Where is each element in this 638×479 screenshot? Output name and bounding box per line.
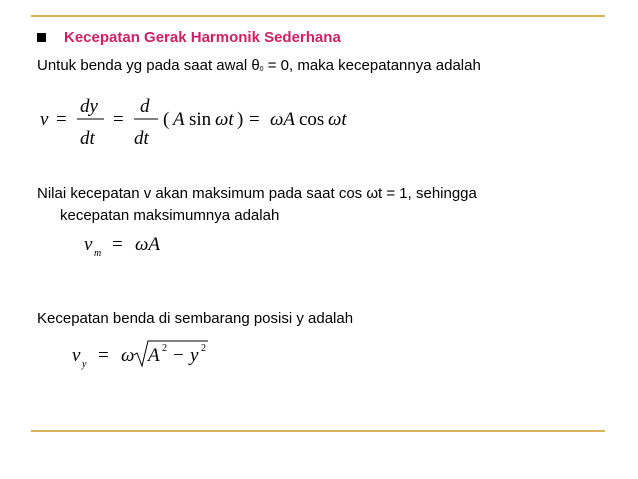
svg-text:A: A: [173, 109, 185, 130]
svg-text:v: v: [40, 109, 49, 130]
svg-text:ωt: ωt: [215, 109, 234, 130]
svg-text:2: 2: [162, 343, 167, 354]
slide-title: Kecepatan Gerak Harmonik Sederhana: [64, 28, 341, 46]
max-velocity-line-1: Nilai kecepatan v akan maksimum pada saat cos ωt = 1, sehingga: [37, 185, 477, 202]
max-velocity-line-2: kecepatan maksimumnya adalah: [60, 207, 280, 224]
svg-text:sin: sin: [189, 109, 212, 130]
svg-text:=: =: [113, 109, 124, 130]
svg-text:=: =: [249, 109, 260, 130]
intro-line: Untuk benda yg pada saat awal θ0 = 0, maka kecepatannya adalah: [37, 57, 481, 74]
svg-text:2: 2: [201, 343, 206, 354]
svg-text:v: v: [84, 234, 93, 255]
square-bullet-icon: [37, 33, 46, 42]
svg-text:(: (: [163, 109, 170, 130]
svg-text:d: d: [140, 96, 150, 117]
position-velocity-equation: [72, 338, 232, 374]
svg-text:ωt: ωt: [328, 109, 347, 130]
svg-text:−: −: [173, 345, 184, 366]
svg-text:m: m: [94, 248, 102, 259]
svg-text:=: =: [56, 109, 67, 130]
svg-text:ωA: ωA: [135, 234, 161, 255]
svg-text:ωA: ωA: [270, 109, 296, 130]
svg-text:): ): [237, 109, 244, 130]
velocity-equation: [40, 88, 360, 152]
svg-text:v: v: [72, 345, 81, 366]
svg-text:A: A: [148, 345, 160, 366]
bottom-divider: [31, 430, 605, 432]
svg-text:y: y: [190, 345, 199, 366]
svg-text:=: =: [98, 345, 109, 366]
svg-text:cos: cos: [299, 109, 325, 130]
title-row: [37, 27, 341, 47]
position-velocity-line: Kecepatan benda di sembarang posisi y adalah: [37, 310, 354, 327]
svg-text:=: =: [112, 234, 123, 255]
svg-text:ω: ω: [121, 345, 135, 366]
svg-text:y: y: [82, 359, 87, 370]
top-divider: [31, 15, 605, 17]
max-velocity-equation: [84, 230, 204, 266]
svg-text:dy: dy: [80, 96, 98, 117]
svg-text:dt: dt: [80, 128, 95, 149]
svg-text:dt: dt: [134, 128, 149, 149]
